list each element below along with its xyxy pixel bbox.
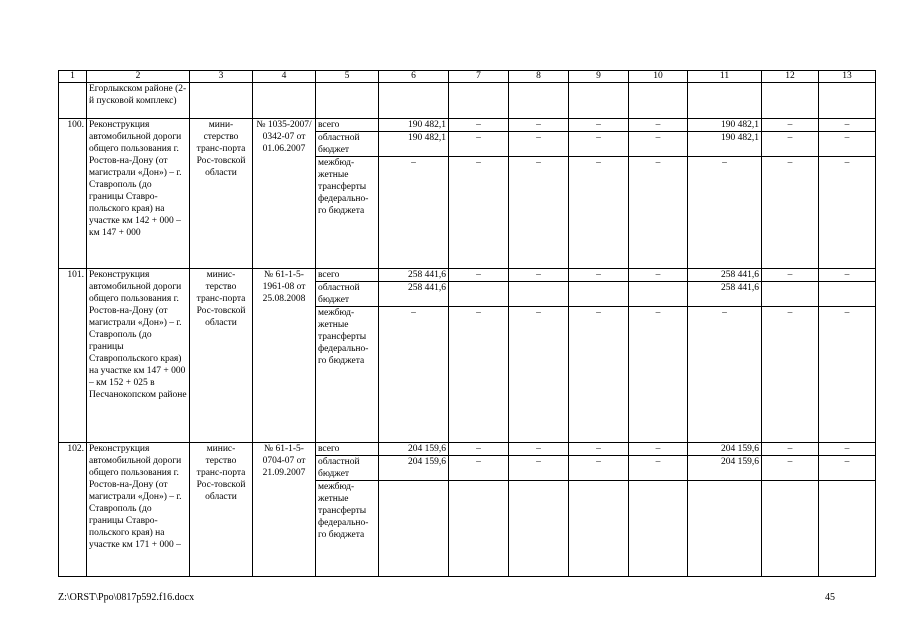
funding-source: всего (316, 269, 379, 282)
value-cell: – (629, 132, 688, 157)
funding-source: областной бюджет (316, 132, 379, 157)
value-cell (449, 481, 509, 577)
responsible-org: минис-терство транс-порта Рос-товской области (190, 443, 253, 577)
column-number: 13 (819, 71, 876, 83)
value-cell: 204 159,6 (688, 443, 762, 456)
value-cell: – (819, 307, 876, 443)
value-cell: – (509, 307, 569, 443)
value-cell: – (688, 307, 762, 443)
column-number: 7 (449, 71, 509, 83)
value-cell: 258 441,6 (379, 269, 449, 282)
value-cell (509, 481, 569, 577)
value-cell: – (449, 132, 509, 157)
value-cell: – (688, 157, 762, 269)
value-cell (629, 282, 688, 307)
document-ref: № 1035-2007/ 0342-07 от 01.06.2007 (253, 119, 316, 269)
value-cell: – (762, 269, 819, 282)
continuation-text: Егорлыкском районе (2-й пусковой комплекс) (87, 83, 190, 119)
value-cell: 190 482,1 (379, 132, 449, 157)
value-cell: – (449, 269, 509, 282)
value-cell: – (762, 157, 819, 269)
value-cell: – (629, 269, 688, 282)
funding-source: межбюд-жетные трансферты федерально-го бюджета (316, 157, 379, 269)
value-cell: – (449, 157, 509, 269)
empty-cell (509, 83, 569, 119)
empty-cell (629, 83, 688, 119)
empty-cell (688, 83, 762, 119)
column-number: 11 (688, 71, 762, 83)
value-cell: – (819, 119, 876, 132)
value-cell: – (819, 443, 876, 456)
column-number: 9 (569, 71, 629, 83)
value-cell: – (762, 132, 819, 157)
value-cell: – (569, 132, 629, 157)
empty-cell (190, 83, 253, 119)
value-cell (762, 481, 819, 577)
value-cell: 258 441,6 (379, 282, 449, 307)
value-cell: – (629, 307, 688, 443)
empty-cell (449, 83, 509, 119)
value-cell: 204 159,6 (379, 456, 449, 481)
funding-source: межбюд-жетные трансферты федерально-го бюджета (316, 307, 379, 443)
entry-row (59, 119, 876, 132)
value-cell: – (819, 456, 876, 481)
empty-cell (569, 83, 629, 119)
value-cell: 204 159,6 (379, 443, 449, 456)
funding-source: областной бюджет (316, 282, 379, 307)
footer-file-path: Z:\ORST\Ppo\0817p592.f16.docx (58, 592, 195, 603)
object-name: Реконструкция автомобильной дороги общего пользования г. Ростов-на-Дону (от магистрали «Дон») – г. Ставрополь (до границы Ставро-польского края) на участке км 171 + 000 – (87, 443, 190, 577)
funding-source: областной бюджет (316, 456, 379, 481)
value-cell: – (509, 456, 569, 481)
value-cell (379, 481, 449, 577)
empty-cell (819, 83, 876, 119)
value-cell: – (449, 456, 509, 481)
value-cell (629, 481, 688, 577)
funding-source: всего (316, 119, 379, 132)
column-number: 4 (253, 71, 316, 83)
value-cell (569, 481, 629, 577)
value-cell: – (509, 157, 569, 269)
empty-cell (379, 83, 449, 119)
value-cell: – (379, 307, 449, 443)
entry-number: 101. (59, 269, 87, 443)
value-cell: 258 441,6 (688, 282, 762, 307)
value-cell: – (569, 119, 629, 132)
empty-cell (59, 83, 87, 119)
value-cell: 204 159,6 (688, 456, 762, 481)
page-number: 45 (825, 592, 835, 603)
value-cell: – (762, 456, 819, 481)
value-cell: – (379, 157, 449, 269)
funding-source: всего (316, 443, 379, 456)
column-number: 8 (509, 71, 569, 83)
value-cell: – (762, 119, 819, 132)
value-cell: – (449, 307, 509, 443)
value-cell (449, 282, 509, 307)
value-cell (509, 282, 569, 307)
value-cell (569, 282, 629, 307)
funding-table (58, 70, 876, 577)
value-cell: 190 482,1 (688, 132, 762, 157)
value-cell: – (819, 269, 876, 282)
responsible-org: мини-стерство транс-порта Рос-товской области (190, 119, 253, 269)
entry-row (59, 269, 876, 282)
column-number: 2 (87, 71, 190, 83)
empty-cell (253, 83, 316, 119)
value-cell: – (509, 119, 569, 132)
column-number: 1 (59, 71, 87, 83)
value-cell: – (629, 119, 688, 132)
value-cell: – (629, 443, 688, 456)
object-name: Реконструкция автомобильной дороги общего пользования г. Ростов-на-Дону (от магистрали «Дон») – г. Ставрополь (до границы Ставропольского края) на участке км 147 + 000 – км 152 + 025 в Песчанокопском районе (87, 269, 190, 443)
empty-cell (316, 83, 379, 119)
continuation-row (59, 83, 876, 119)
value-cell: – (509, 443, 569, 456)
column-number: 12 (762, 71, 819, 83)
funding-source: межбюд-жетные трансферты федерально-го бюджета (316, 481, 379, 577)
column-number: 3 (190, 71, 253, 83)
entry-row (59, 443, 876, 456)
value-cell: – (569, 157, 629, 269)
empty-cell (762, 83, 819, 119)
value-cell (762, 282, 819, 307)
value-cell: 190 482,1 (688, 119, 762, 132)
value-cell: – (509, 132, 569, 157)
value-cell (819, 282, 876, 307)
column-number: 6 (379, 71, 449, 83)
column-number: 10 (629, 71, 688, 83)
entry-number: 102. (59, 443, 87, 577)
value-cell: 190 482,1 (379, 119, 449, 132)
responsible-org: минис-терство транс-порта Рос-товской области (190, 269, 253, 443)
value-cell: – (819, 132, 876, 157)
value-cell: – (509, 269, 569, 282)
document-ref: № 61-1-5-0704-07 от 21.09.2007 (253, 443, 316, 577)
value-cell (819, 481, 876, 577)
value-cell (688, 481, 762, 577)
value-cell: – (569, 269, 629, 282)
value-cell: – (449, 119, 509, 132)
value-cell: – (819, 157, 876, 269)
document-ref: № 61-1-5-1961-08 от 25.08.2008 (253, 269, 316, 443)
value-cell: – (569, 307, 629, 443)
value-cell: – (629, 456, 688, 481)
value-cell: – (762, 307, 819, 443)
value-cell: 258 441,6 (688, 269, 762, 282)
value-cell: – (629, 157, 688, 269)
value-cell: – (762, 443, 819, 456)
entry-number: 100. (59, 119, 87, 269)
object-name: Реконструкция автомобильной дороги общего пользования г. Ростов-на-Дону (от магистрали «Дон») – г. Ставрополь (до границы Ставро-польского края) на участке км 142 + 000 – км 147 + 000 (87, 119, 190, 269)
column-number-row (59, 71, 876, 83)
column-number: 5 (316, 71, 379, 83)
value-cell: – (569, 456, 629, 481)
value-cell: – (569, 443, 629, 456)
value-cell: – (449, 443, 509, 456)
